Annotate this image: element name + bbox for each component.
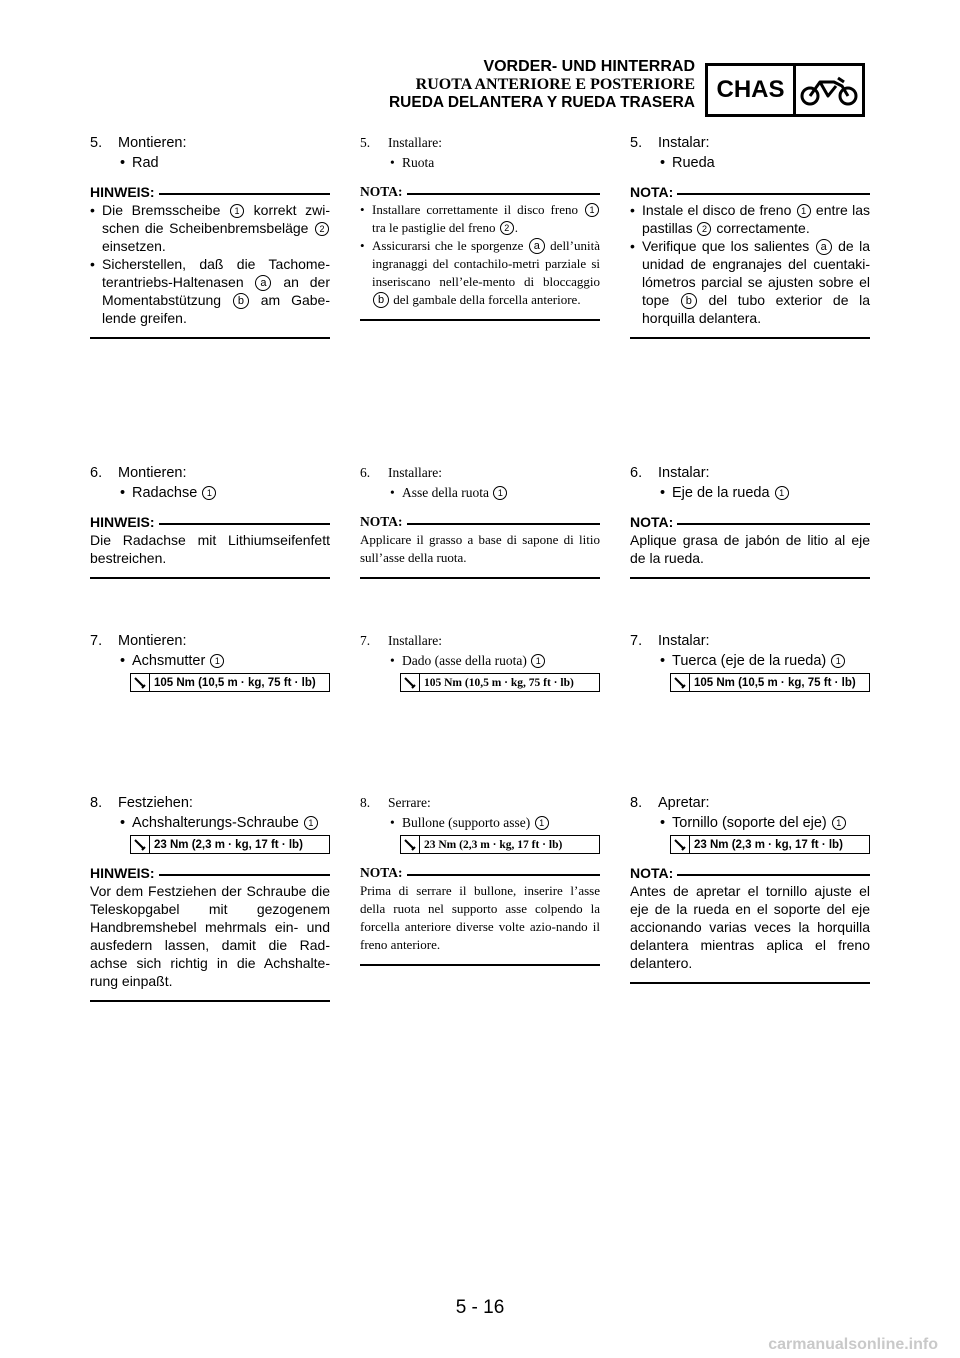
note-end-rule — [630, 577, 870, 579]
step-action: Instalar: — [658, 465, 710, 481]
note-item: • Sicherstellen, daß die Tachome-terantriebs-Haltenasen a an der Momentabstützung b am Gabe-lende greifen. — [90, 256, 330, 326]
note-item: • Die Bremsscheibe 1 korrekt zwi-schen die Scheibenbremsbeläge 2 einsetzen. — [90, 202, 330, 254]
note-end-rule — [360, 964, 600, 966]
step-item: Rad — [132, 155, 159, 171]
step-number: 6. — [630, 465, 643, 481]
note-body: Prima di serrare il bullone, inserire l’asse della ruota nel supporto asse colpendo la forcella anteriore diverse volte azio-nando il freno anteriore. — [360, 883, 600, 952]
chapter-badge — [705, 63, 865, 117]
note-rule — [407, 874, 601, 876]
note-end-rule — [360, 319, 600, 321]
torque-spec — [130, 835, 330, 854]
step-item: Asse della ruota — [402, 485, 493, 500]
note-body: Aplique grasa de jabón de litio al eje de la rueda. — [630, 532, 870, 566]
note-end-rule — [90, 1000, 330, 1002]
header-titles — [389, 58, 695, 112]
step-action: Festziehen: — [118, 795, 193, 811]
step-number: 5. — [90, 135, 103, 151]
note-item: • Assicurarsi che le sporgenze a dell’unità ingranaggi del contachilo-metri parziale si inseriscano nell’ele-mento di bloccaggio b del gambale della forcella anteriore. — [360, 238, 600, 307]
note-rule — [159, 523, 330, 525]
step-5 — [90, 133, 330, 339]
note-rule — [677, 193, 870, 195]
note-item: • Verifique que los salientes a de la unidad de engranajes del cuentaki-lómetros parcial se ajusten sobre el tope b del tubo exterior de la horquilla delantera. — [630, 238, 870, 326]
note-rule — [159, 193, 330, 195]
torque-wrench-icon — [401, 674, 420, 691]
note-rule — [677, 874, 870, 876]
ref-marker: b — [233, 293, 249, 309]
title-italian: RUOTA ANTERIORE E POSTERIORE — [415, 76, 695, 93]
bullet-icon: • — [660, 485, 666, 501]
step-action: Installare: — [388, 465, 442, 480]
step-8 — [630, 793, 870, 984]
note-rule — [159, 874, 330, 876]
torque-wrench-icon — [131, 836, 150, 853]
ref-marker: 1 — [797, 204, 811, 218]
torque-spec — [400, 673, 600, 692]
torque-wrench-icon — [131, 674, 150, 691]
note-body — [90, 201, 330, 327]
bullet-icon: • — [660, 653, 666, 669]
step-action: Montieren: — [118, 465, 187, 481]
bullet-icon: • — [660, 155, 666, 171]
note-body: Vor dem Festziehen der Schraube die Teleskopgabel mit gezogenem Handbremshebel mehrmals ein- und ausfedern lassen, damit die Rad-achse sich richtig in die Achshalte-rung einpaßt. — [90, 883, 330, 989]
ref-marker: 1 — [210, 654, 224, 668]
torque-wrench-icon — [671, 674, 690, 691]
step-8 — [360, 793, 600, 966]
note-end-rule — [90, 577, 330, 579]
ref-marker: 1 — [832, 816, 846, 830]
step-number: 7. — [630, 633, 643, 649]
note-item: • Installare correttamente il disco freno 1 tra le pastiglie del freno 2 . — [360, 201, 600, 237]
ref-marker: 1 — [531, 654, 545, 668]
note-body: Die Radachse mit Lithiumseifenfett bestreichen. — [90, 532, 330, 566]
title-german: VORDER- UND HINTERRAD — [483, 58, 695, 75]
step-item: Achsmutter — [132, 653, 210, 669]
step-number: 5. — [630, 135, 643, 151]
step-5 — [360, 133, 600, 321]
bullet-icon: • — [390, 485, 395, 500]
ref-marker: a — [529, 238, 545, 254]
torque-spec — [130, 673, 330, 692]
note-end-rule — [630, 337, 870, 339]
torque-value: 105 Nm (10,5 m · kg, 75 ft · lb) — [154, 676, 316, 689]
title-spanish: RUEDA DELANTERA Y RUEDA TRASERA — [388, 94, 695, 111]
ref-marker: 1 — [831, 654, 845, 668]
step-action: Serrare: — [388, 795, 431, 810]
torque-spec — [670, 835, 870, 854]
step-item: Tuerca (eje de la rueda) — [672, 653, 831, 669]
watermark: carmanualsonline.info — [768, 1336, 938, 1353]
step-6 — [360, 463, 600, 579]
ref-marker: a — [816, 239, 832, 255]
step-number: 6. — [90, 465, 103, 481]
torque-wrench-icon — [401, 836, 420, 853]
note-body: Applicare il grasso a base di sapone di litio sull’asse della ruota. — [360, 532, 600, 565]
step-item: Rueda — [672, 155, 715, 171]
step-item: Radachse — [132, 485, 202, 501]
note-header: NOTA: — [360, 513, 600, 531]
step-5 — [630, 133, 870, 339]
note-body: Antes de apretar el tornillo ajuste el eje de la rueda en el soporte del eje accionando varias veces la horquilla delantera mientras aplica el freno delantero. — [630, 883, 870, 971]
step-action: Montieren: — [118, 633, 187, 649]
torque-value: 105 Nm (10,5 m · kg, 75 ft · lb) — [424, 676, 574, 689]
step-action: Instalar: — [658, 135, 710, 151]
note-header: HINWEIS: — [90, 183, 330, 201]
note-body — [360, 201, 600, 309]
step-6 — [630, 463, 870, 579]
ref-marker: 1 — [304, 816, 318, 830]
torque-spec — [400, 835, 600, 854]
torque-wrench-icon — [671, 836, 690, 853]
note-header: HINWEIS: — [90, 513, 330, 531]
ref-marker: 2 — [500, 221, 514, 235]
bullet-icon: • — [660, 815, 666, 831]
torque-value: 105 Nm (10,5 m · kg, 75 ft · lb) — [694, 676, 856, 689]
step-item: Dado (asse della ruota) — [402, 653, 531, 668]
step-number: 8. — [360, 795, 371, 810]
step-action: Instalar: — [658, 633, 710, 649]
bullet-icon: • — [630, 202, 635, 218]
note-header: NOTA: — [360, 864, 600, 882]
step-number: 6. — [360, 465, 371, 480]
note-header: NOTA: — [630, 864, 870, 882]
chapter-label: CHAS — [708, 66, 796, 114]
note-header: HINWEIS: — [90, 864, 330, 882]
bullet-icon: • — [360, 238, 365, 253]
torque-value: 23 Nm (2,3 m · kg, 17 ft · lb) — [424, 838, 563, 851]
note-end-rule — [360, 577, 600, 579]
ref-marker: 1 — [493, 486, 507, 500]
step-item: Ruota — [402, 155, 435, 170]
step-number: 5. — [360, 135, 371, 150]
step-item: Eje de la rueda — [672, 485, 774, 501]
step-action: Installare: — [388, 135, 442, 150]
note-header: NOTA: — [630, 183, 870, 201]
ref-marker: b — [373, 292, 389, 308]
bullet-icon: • — [90, 202, 95, 218]
motorcycle-icon — [796, 66, 862, 114]
step-7 — [630, 631, 870, 692]
step-item: Achshalterungs-Schraube — [132, 815, 303, 831]
step-action: Apretar: — [658, 795, 710, 811]
ref-marker: 1 — [775, 486, 789, 500]
ref-marker: b — [681, 293, 697, 309]
note-header: NOTA: — [360, 183, 600, 201]
note-rule — [407, 193, 601, 195]
bullet-icon: • — [120, 653, 126, 669]
note-rule — [677, 523, 870, 525]
note-end-rule — [90, 337, 330, 339]
step-7 — [90, 631, 330, 692]
note-rule — [407, 523, 601, 525]
step-8 — [90, 793, 330, 1002]
ref-marker: 1 — [535, 816, 549, 830]
torque-spec — [670, 673, 870, 692]
step-item: Tornillo (soporte del eje) — [672, 815, 831, 831]
bullet-icon: • — [630, 238, 635, 254]
bullet-icon: • — [120, 155, 126, 171]
step-action: Installare: — [388, 633, 442, 648]
ref-marker: 1 — [585, 203, 599, 217]
step-number: 7. — [90, 633, 103, 649]
step-number: 7. — [360, 633, 371, 648]
ref-marker: 2 — [315, 222, 329, 236]
step-6 — [90, 463, 330, 579]
note-item: • Instale el disco de freno 1 entre las pastillas 2 correctamente. — [630, 202, 870, 236]
step-number: 8. — [90, 795, 103, 811]
bullet-icon: • — [390, 155, 395, 170]
ref-marker: 2 — [697, 222, 711, 236]
note-end-rule — [630, 982, 870, 984]
bullet-icon: • — [90, 256, 95, 272]
note-body — [630, 201, 870, 327]
bullet-icon: • — [390, 815, 395, 830]
bullet-icon: • — [120, 485, 126, 501]
step-action: Montieren: — [118, 135, 187, 151]
bullet-icon: • — [390, 653, 395, 668]
torque-value: 23 Nm (2,3 m · kg, 17 ft · lb) — [154, 838, 303, 851]
step-item: Bullone (supporto asse) — [402, 815, 534, 830]
step-7 — [360, 631, 600, 692]
ref-marker: 1 — [202, 486, 216, 500]
step-number: 8. — [630, 795, 643, 811]
ref-marker: a — [255, 275, 271, 291]
torque-value: 23 Nm (2,3 m · kg, 17 ft · lb) — [694, 838, 843, 851]
ref-marker: 1 — [230, 204, 244, 218]
note-header: NOTA: — [630, 513, 870, 531]
bullet-icon: • — [120, 815, 126, 831]
page-number: 5 - 16 — [455, 1297, 505, 1318]
bullet-icon: • — [360, 202, 365, 217]
